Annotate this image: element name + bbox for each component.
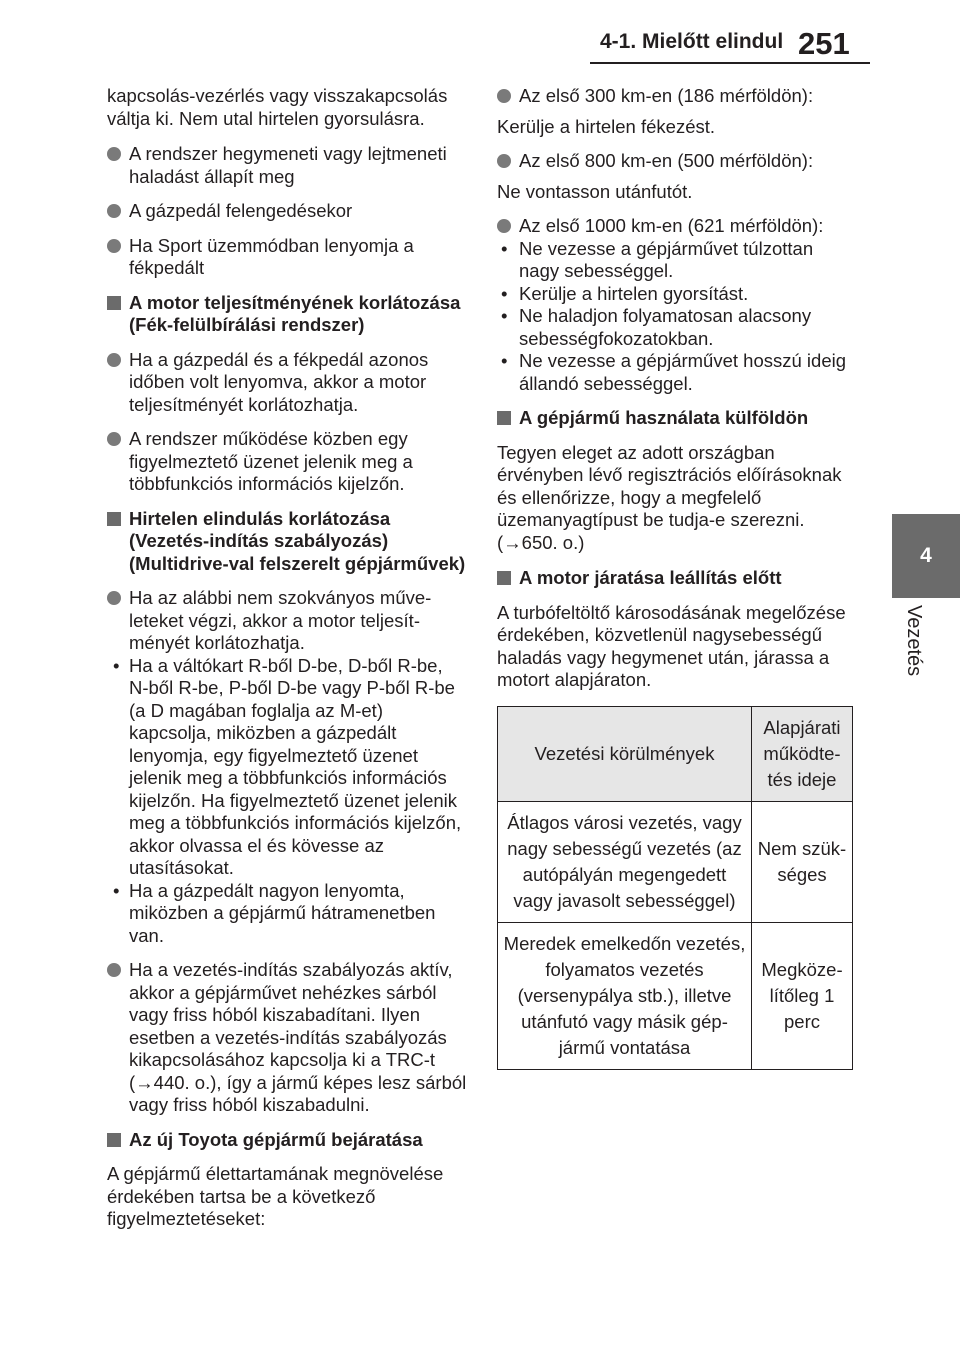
list-item: Ha az alábbi nem szokványos műveleteket végzi, akkor a motor teljesítményét korlátozhatja. bbox=[107, 587, 467, 655]
paragraph: Tegyen eleget az adott országban érvényben lévő regisztrációs előírásoknak és ellenőrizze, hogy a megfelelő üzemanyagtípust be tudja-e szerezni. (→650. o.) bbox=[497, 441, 842, 553]
table-row bbox=[498, 802, 853, 923]
paragraph: A turbófeltöltő károsodásának megelőzése érdekében, közvetlenül nagysebességű haladás vagy hegymenet után, járassa a motort alapjáraton. bbox=[497, 601, 846, 690]
chapter-label: Vezetés bbox=[903, 605, 925, 677]
list-item: Az első 300 km-en (186 mérföldön): bbox=[497, 85, 857, 108]
list-item: Ha Sport üzemmódban lenyomja a fékpedált bbox=[107, 235, 467, 280]
paragraph: A gépjármű élettartamának megnövelése érdekében tartsa be a következő figyelmeztetéseket: bbox=[107, 1163, 444, 1229]
sub-list-item: • Ha a gázpedált nagyon lenyomta, miközben a gépjármű hátramenetben van. bbox=[113, 879, 436, 946]
paragraph: Kerülje a hirtelen fékezést. bbox=[497, 115, 716, 137]
sub-list bbox=[497, 238, 857, 396]
idle-time-table bbox=[497, 706, 853, 1070]
sub-list bbox=[107, 655, 467, 948]
sub-list-item: • Ne vezesse a gépjárművet túlzottan nagy sebességgel. bbox=[501, 237, 814, 281]
paragraph: Ne vontasson utánfutót. bbox=[497, 180, 693, 202]
section-title: 4-1. Mielőtt elindul bbox=[600, 30, 784, 53]
list-item: Ha a gázpedál és a fékpedál azonos időben volt lenyomva, akkor a motor teljesítményét korlátozhatja. bbox=[107, 349, 467, 417]
bullet-icon bbox=[107, 353, 121, 367]
list-item: Ha a vezetés-indítás szabályozás aktív, akkor a gépjárművet nehézkes sárból vagy friss hóból kiszabadítani. Ilyen esetben a vezetés-indítás szabályozás kikapcsolásához kapcsolja ki a TRC-t (→440. o.), így a jármű képes lesz sárból vagy friss hóból kiszabadulni. bbox=[107, 959, 467, 1117]
section-heading: Az új Toyota gépjármű bejáratása bbox=[107, 1129, 467, 1152]
sub-list-item: • Ne haladjon folyamatosan alacsony sebességfokozatokban. bbox=[501, 305, 812, 349]
table-header-cell: Vezetési körülmények bbox=[498, 707, 752, 802]
square-icon bbox=[497, 411, 511, 425]
list-item: A rendszer hegymeneti vagy lejtmeneti haladást állapít meg bbox=[107, 143, 467, 188]
list-item: Az első 1000 km-en (621 mérföldön): bbox=[497, 215, 857, 238]
square-icon bbox=[107, 1133, 121, 1147]
right-column bbox=[497, 85, 857, 705]
section-heading: A gépjármű használata külföldön bbox=[497, 407, 857, 430]
bullet-icon bbox=[497, 154, 511, 168]
bullet-icon bbox=[107, 204, 121, 218]
list-item: A rendszer működése közben egy figyelmeztető üzenet jelenik meg a többfunkciós információs kijelzőn. bbox=[107, 428, 467, 496]
table-cell: Nem szükséges bbox=[752, 802, 853, 923]
section-heading: A motor járatása leállítás előtt bbox=[497, 567, 857, 590]
table-row bbox=[498, 923, 853, 1070]
section-heading: A motor teljesítményének korlátozása (Fék-felülbírálási rendszer) bbox=[107, 292, 467, 337]
list-item: Az első 800 km-en (500 mérföldön): bbox=[497, 150, 857, 173]
table-cell: Megközelítőleg 1 perc bbox=[752, 923, 853, 1070]
sub-list-item: • Ha a váltókart R-ből D-be, D-ből R-be, N-ből R-be, P-ből D-be vagy P-ből R-be (a D magában foglalja az M-et) kapcsolja, miközben a gázpedált lenyomja, egy figyelmeztető üzenet jelenik meg a többfunkciós információs kijelzőn. Ha figyelmeztető üzenet jelenik meg a többfunkciós információs kijelzőn, akkor olvassa el és kövesse az utasításokat. bbox=[113, 654, 462, 878]
table-cell: Meredek emelkedőn vezetés, folyamatos vezetés (versenypálya stb.), illetve utánfutó vagy másik gépjármű vontatása bbox=[498, 923, 752, 1070]
intro-paragraph: kapcsolás-vezérlés vagy visszakapcsolás váltja ki. Nem utal hirtelen gyorsulásra. bbox=[107, 85, 448, 129]
bullet-icon bbox=[497, 89, 511, 103]
square-icon bbox=[497, 571, 511, 585]
bullet-icon bbox=[107, 432, 121, 446]
table-header-cell: Alapjárati működtetés ideje bbox=[752, 707, 853, 802]
header-rule bbox=[590, 62, 870, 64]
bullet-icon bbox=[107, 147, 121, 161]
sub-list-item: • Ne vezesse a gépjárművet hosszú ideig állandó sebességgel. bbox=[501, 350, 847, 394]
table-header-row bbox=[498, 707, 853, 802]
page-number: 251 bbox=[798, 26, 850, 61]
chapter-tab bbox=[892, 514, 960, 598]
table-cell: Átlagos városi vezetés, vagy nagy sebességű vezetés (az autópályán megengedett vagy javasolt sebességgel) bbox=[498, 802, 752, 923]
bullet-icon bbox=[107, 239, 121, 253]
sub-list-item: • Kerülje a hirtelen gyorsítást. bbox=[501, 282, 749, 304]
bullet-icon bbox=[107, 591, 121, 605]
square-icon bbox=[107, 512, 121, 526]
list-item: A gázpedál felengedésekor bbox=[107, 200, 467, 223]
square-icon bbox=[107, 296, 121, 310]
chapter-number: 4 bbox=[920, 544, 932, 567]
left-column bbox=[107, 85, 467, 1244]
bullet-icon bbox=[107, 963, 121, 977]
section-heading: Hirtelen elindulás korlátozása (Vezetés-indítás szabályozás) (Multidrive-val felszerelt gépjárművek) bbox=[107, 508, 467, 576]
bullet-icon bbox=[497, 219, 511, 233]
